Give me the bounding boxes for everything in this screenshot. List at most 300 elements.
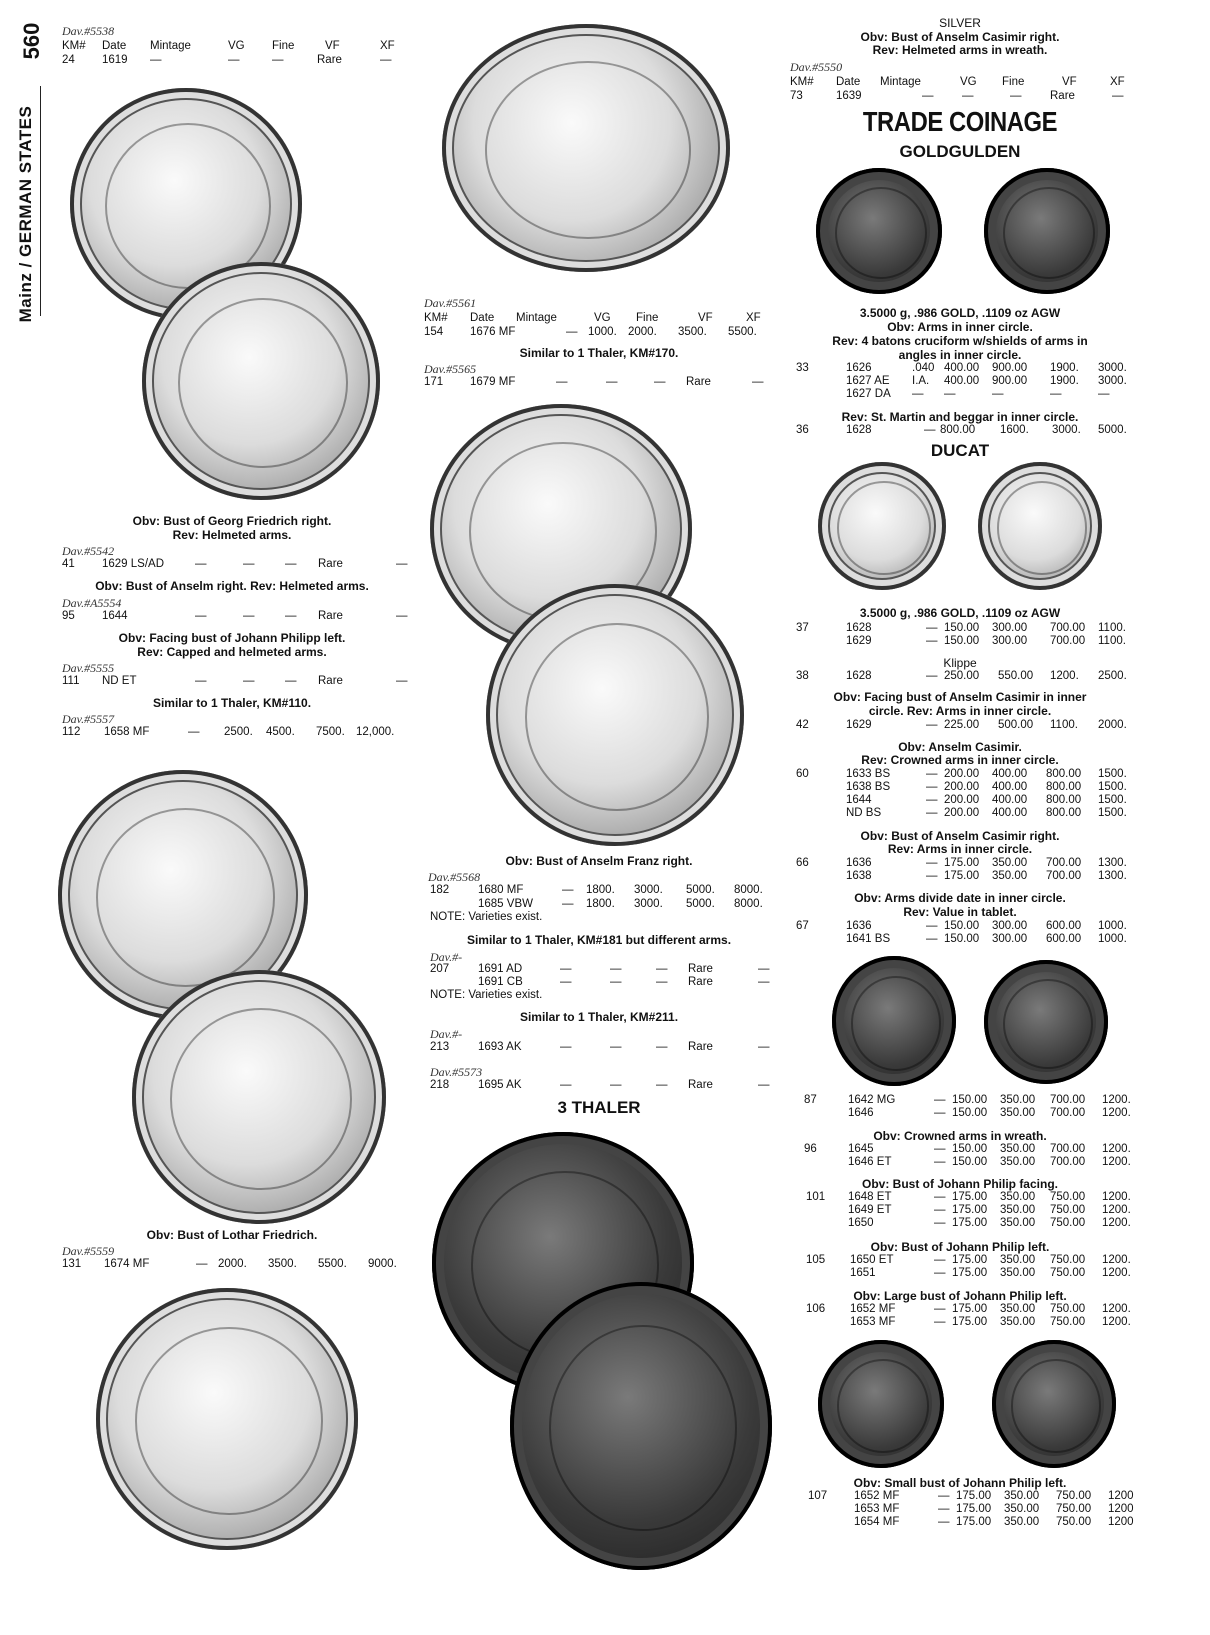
dav-ref: Dav.#5561 [424, 296, 477, 310]
table-cell: — [562, 898, 574, 910]
table-cell: 87 [804, 1094, 817, 1106]
table-cell: ND ET [102, 675, 137, 687]
table-cell: 1300. [1098, 870, 1127, 882]
caption: 3.5000 g, .986 GOLD, .1109 oz AGW [859, 306, 1061, 320]
table-cell: Mintage [516, 312, 557, 324]
dav-ref: Dav.#5538 [62, 24, 115, 38]
caption: Obv: Bust of Johann Philip facing. [861, 1177, 1058, 1191]
table-cell: VG [228, 40, 245, 52]
table-cell: 250.00 [944, 670, 980, 682]
table-cell: Fine [272, 40, 295, 52]
table-cell: 175.00 [952, 1191, 988, 1203]
table-cell: — [195, 558, 207, 570]
table-cell: 350.00 [1000, 1191, 1036, 1203]
table-cell: 900.00 [992, 362, 1028, 374]
table-cell: 1676 MF [470, 326, 516, 338]
table-cell: Rare [318, 558, 343, 570]
table-cell: 12,000. [356, 726, 395, 738]
table-cell: 1500. [1098, 768, 1127, 780]
table-cell: 3000. [1052, 424, 1081, 436]
table-cell: — [1050, 388, 1062, 400]
coin-image-reverse [984, 960, 1108, 1084]
dav-ref: Dav.#- [430, 950, 463, 964]
table-cell: 5000. [686, 884, 715, 896]
table-cell: Fine [1002, 76, 1025, 88]
table-cell: 700.00 [1046, 857, 1082, 869]
table-cell: 37 [796, 622, 809, 634]
table-cell: 1200. [1102, 1267, 1131, 1279]
table-cell: 1679 MF [470, 376, 516, 388]
table-cell: 1200. [1102, 1204, 1131, 1216]
table-cell: — [556, 376, 568, 388]
table-cell: 750.00 [1050, 1191, 1086, 1203]
table-cell: — [188, 726, 200, 738]
table-cell: 1650 [848, 1217, 874, 1229]
dav-ref: Dav.#5573 [430, 1065, 483, 1079]
caption: Obv: Arms divide date in inner circle. [854, 891, 1066, 905]
table-cell: — [560, 1041, 572, 1053]
table-cell: — [926, 635, 938, 647]
table-cell: — [926, 857, 938, 869]
table-cell: — [610, 1079, 622, 1091]
metal-heading: SILVER [939, 16, 981, 30]
table-cell: — [243, 610, 255, 622]
table-cell: 107 [808, 1490, 828, 1502]
table-cell: — [934, 1143, 946, 1155]
table-cell: 400.00 [992, 768, 1028, 780]
table-cell: 1628 [846, 622, 872, 634]
table-cell: 1200. [1102, 1254, 1131, 1266]
table-cell: 1200 [1108, 1516, 1134, 1528]
table-cell: — [938, 1516, 950, 1528]
table-cell: XF [380, 40, 395, 52]
table-cell: 550.00 [998, 670, 1034, 682]
table-cell: 2500. [224, 726, 253, 738]
coin-image-reverse [978, 462, 1102, 590]
table-cell: 1000. [1098, 933, 1127, 945]
caption: Similar to 1 Thaler, KM#181 but different arms. [466, 933, 732, 947]
table-cell: — [560, 963, 572, 975]
table-cell: 1100. [1098, 622, 1126, 634]
table-cell: 400.00 [944, 375, 980, 387]
table-cell: — [396, 675, 408, 687]
table-cell: 350.00 [1000, 1094, 1036, 1106]
table-cell: 1100. [1098, 635, 1126, 647]
table-cell: 750.00 [1050, 1267, 1086, 1279]
table-cell: 300.00 [992, 635, 1028, 647]
table-cell: 750.00 [1050, 1204, 1086, 1216]
caption: Rev: St. Martin and beggar in inner circle. [841, 410, 1079, 424]
table-cell: 2000. [218, 1258, 247, 1270]
table-cell: VG [594, 312, 611, 324]
table-cell: — [934, 1316, 946, 1328]
table-cell: — [566, 326, 578, 338]
table-cell: Rare [318, 675, 343, 687]
table-cell: 96 [804, 1143, 817, 1155]
table-cell: 67 [796, 920, 809, 932]
table-cell: KM# [424, 312, 448, 324]
table-cell: XF [1110, 76, 1125, 88]
table-cell: — [196, 1258, 208, 1270]
caption: Rev: Helmeted arms in wreath. [872, 43, 1048, 57]
table-cell: 5500. [318, 1258, 347, 1270]
table-cell: 1300. [1098, 857, 1127, 869]
table-cell: 1200. [1102, 1191, 1131, 1203]
caption: Rev: Value in tablet. [903, 905, 1017, 919]
table-cell: — [934, 1191, 946, 1203]
table-cell: 225.00 [944, 719, 980, 731]
table-cell: 154 [424, 326, 444, 338]
table-cell: — [934, 1267, 946, 1279]
table-cell: 350.00 [1000, 1316, 1036, 1328]
coin-image-reverse [132, 970, 386, 1224]
table-cell: 1652 MF [854, 1490, 900, 1502]
table-cell: 150.00 [944, 622, 980, 634]
table-cell: 400.00 [992, 781, 1028, 793]
table-cell: — [922, 90, 934, 102]
table-cell: 175.00 [944, 857, 980, 869]
table-cell: 1200 [1108, 1490, 1134, 1502]
table-cell: 218 [430, 1079, 450, 1091]
caption: Obv: Facing bust of Johann Philipp left. [118, 631, 346, 645]
table-cell: 3500. [268, 1258, 297, 1270]
table-cell: — [560, 976, 572, 988]
table-cell: 1200. [1102, 1143, 1131, 1155]
table-cell: 42 [796, 719, 809, 731]
table-cell: 1644 [846, 794, 872, 806]
table-cell: 750.00 [1050, 1303, 1086, 1315]
table-cell: 800.00 [1046, 781, 1082, 793]
table-cell: 101 [806, 1191, 826, 1203]
table-cell: 750.00 [1056, 1503, 1092, 1515]
table-cell: 5000. [1098, 424, 1127, 436]
table-cell: — [758, 1041, 770, 1053]
table-cell: 750.00 [1056, 1490, 1092, 1502]
table-cell: 350.00 [1004, 1503, 1040, 1515]
table-cell: 150.00 [952, 1156, 988, 1168]
table-cell: 1658 MF [104, 726, 150, 738]
table-cell: 1646 ET [848, 1156, 892, 1168]
table-cell: 95 [62, 610, 75, 622]
caption: Similar to 1 Thaler, KM#170. [519, 346, 679, 360]
table-cell: 1649 ET [848, 1204, 892, 1216]
table-cell: — [654, 376, 666, 388]
table-cell: Date [470, 312, 495, 324]
table-cell: VF [325, 40, 340, 52]
table-cell: 350.00 [1000, 1143, 1036, 1155]
caption: Obv: Arms in inner circle. [887, 320, 1033, 334]
table-cell: 350.00 [1000, 1303, 1036, 1315]
table-cell: 1651 [850, 1267, 876, 1279]
table-cell: 1000. [588, 326, 617, 338]
table-cell: 600.00 [1046, 920, 1082, 932]
dav-ref: Dav.#5568 [428, 870, 481, 884]
table-cell: 750.00 [1056, 1516, 1092, 1528]
caption: Rev: 4 batons cruciform w/shields of arms in [832, 334, 1088, 348]
table-cell: — [380, 54, 392, 66]
table-cell: 111 [62, 675, 80, 687]
table-cell: Date [836, 76, 861, 88]
table-cell: — [938, 1490, 950, 1502]
caption: angles in inner circle. [898, 348, 1022, 362]
table-cell: 300.00 [992, 920, 1028, 932]
table-cell: 131 [62, 1258, 82, 1270]
table-cell: 1200 [1108, 1503, 1134, 1515]
table-cell: .040 [912, 362, 935, 374]
table-cell: 1644 [102, 610, 128, 622]
table-cell: 400.00 [944, 362, 980, 374]
table-cell: Rare [688, 1041, 713, 1053]
section-heading: 3 THALER [557, 1098, 641, 1117]
table-cell: 66 [796, 857, 809, 869]
table-cell: 1636 [846, 857, 872, 869]
table-cell: 8000. [734, 898, 763, 910]
dav-ref: Dav.#5559 [62, 1244, 115, 1258]
table-cell: 1500. [1098, 794, 1127, 806]
table-cell: 41 [62, 558, 75, 570]
table-cell: 33 [796, 362, 809, 374]
table-cell: — [560, 1079, 572, 1091]
table-cell: 600.00 [1046, 933, 1082, 945]
caption: Rev: Capped and helmeted arms. [137, 645, 327, 659]
table-cell: 1636 [846, 920, 872, 932]
table-cell: — [396, 610, 408, 622]
caption: circle. Rev: Arms in inner circle. [868, 704, 1052, 718]
table-cell: 400.00 [992, 807, 1028, 819]
coin-image-reverse [486, 584, 744, 846]
note: NOTE: Varieties exist. [430, 989, 543, 1001]
table-cell: 350.00 [1000, 1107, 1036, 1119]
table-cell: 175.00 [952, 1267, 988, 1279]
side-rule [40, 86, 41, 316]
table-cell: 1628 [846, 424, 872, 436]
table-cell: 1641 BS [846, 933, 891, 945]
table-cell: 1619 [102, 54, 128, 66]
table-cell: — [195, 675, 207, 687]
table-cell: — [934, 1254, 946, 1266]
caption: Obv: Bust of Georg Friedrich right. [132, 514, 332, 528]
table-cell: — [610, 963, 622, 975]
table-cell: 175.00 [952, 1303, 988, 1315]
table-cell: 350.00 [1000, 1217, 1036, 1229]
table-cell: 1638 [846, 870, 872, 882]
table-cell: 213 [430, 1041, 450, 1053]
table-cell: 1629 [846, 635, 872, 647]
table-cell: — [758, 1079, 770, 1091]
table-cell: 60 [796, 768, 809, 780]
table-cell: — [944, 388, 956, 400]
table-cell: 2500. [1098, 670, 1127, 682]
table-cell: 1642 MG [848, 1094, 896, 1106]
table-cell: — [934, 1303, 946, 1315]
table-cell: 700.00 [1050, 622, 1086, 634]
dav-ref: Dav.#5565 [424, 362, 477, 376]
table-cell: Mintage [880, 76, 921, 88]
table-cell: 900.00 [992, 375, 1028, 387]
table-cell: I.A. [912, 375, 930, 387]
table-cell: — [926, 768, 938, 780]
table-cell: — [926, 870, 938, 882]
table-cell: 1629 [846, 719, 872, 731]
table-cell: 24 [62, 54, 75, 66]
table-cell: 700.00 [1050, 635, 1086, 647]
coin-image-reverse [992, 1340, 1116, 1468]
table-cell: 150.00 [952, 1143, 988, 1155]
table-cell: 175.00 [952, 1254, 988, 1266]
table-cell: — [926, 622, 938, 634]
table-cell: 4500. [266, 726, 295, 738]
table-cell: 106 [806, 1303, 826, 1315]
table-cell: — [285, 610, 297, 622]
coin-image-obverse [96, 1288, 358, 1550]
table-cell: 175.00 [956, 1503, 992, 1515]
table-cell: — [243, 675, 255, 687]
table-cell: 1800. [586, 884, 615, 896]
table-cell: 1200. [1102, 1316, 1131, 1328]
table-cell: 1674 MF [104, 1258, 150, 1270]
table-cell: — [758, 976, 770, 988]
table-cell: VF [698, 312, 713, 324]
table-cell: 3000. [634, 884, 663, 896]
table-cell: 105 [806, 1254, 826, 1266]
table-cell: 1500. [1098, 781, 1127, 793]
table-cell: Rare [688, 976, 713, 988]
table-cell: — [934, 1107, 946, 1119]
caption: Similar to 1 Thaler, KM#110. [152, 696, 312, 710]
table-cell: — [272, 54, 284, 66]
dav-ref: Dav.#5542 [62, 544, 115, 558]
coin-image-reverse [442, 24, 730, 272]
table-cell: 1500. [1098, 807, 1127, 819]
table-cell: 207 [430, 963, 450, 975]
table-cell: 182 [430, 884, 450, 896]
table-cell: 350.00 [1004, 1516, 1040, 1528]
table-cell: 36 [796, 424, 809, 436]
table-cell: Rare [318, 610, 343, 622]
table-cell: 1200. [1102, 1217, 1131, 1229]
table-cell: 1693 AK [478, 1041, 522, 1053]
table-cell: 5500. [728, 326, 757, 338]
table-cell: 750.00 [1050, 1254, 1086, 1266]
table-cell: — [243, 558, 255, 570]
caption: Obv: Small bust of Johann Philip left. [853, 1476, 1067, 1490]
caption: Rev: Arms in inner circle. [887, 842, 1033, 856]
table-cell: 7500. [316, 726, 345, 738]
table-cell: 1680 MF [478, 884, 524, 896]
table-cell: VG [960, 76, 977, 88]
subheading: Klippe [943, 656, 977, 670]
table-cell: — [926, 781, 938, 793]
dav-ref: Dav.#5550 [790, 60, 843, 74]
table-cell: 1627 DA [846, 388, 891, 400]
caption: Obv: Bust of Lothar Friedrich. [146, 1228, 318, 1242]
table-cell: 1633 BS [846, 768, 891, 780]
table-cell: Date [102, 40, 127, 52]
table-cell: 1653 MF [854, 1503, 900, 1515]
table-cell: Fine [636, 312, 659, 324]
table-cell: — [926, 807, 938, 819]
table-cell: — [1112, 90, 1124, 102]
table-cell: 1645 [848, 1143, 874, 1155]
table-cell: — [934, 1156, 946, 1168]
table-cell: XF [746, 312, 761, 324]
table-cell: 200.00 [944, 807, 980, 819]
table-cell: 3000. [1098, 375, 1127, 387]
table-cell: 1638 BS [846, 781, 891, 793]
table-cell: Rare [317, 54, 342, 66]
table-cell: 1800. [586, 898, 615, 910]
table-cell: 800.00 [1046, 807, 1082, 819]
caption: Obv: Bust of Anselm Casimir right. [860, 829, 1060, 843]
table-cell: — [912, 388, 924, 400]
table-cell: 1639 [836, 90, 862, 102]
table-cell: 350.00 [1004, 1490, 1040, 1502]
table-cell: — [1010, 90, 1022, 102]
table-cell: — [656, 1041, 668, 1053]
table-cell: 1200. [1102, 1107, 1131, 1119]
table-cell: Rare [688, 1079, 713, 1091]
table-cell: — [926, 670, 938, 682]
table-cell: — [396, 558, 408, 570]
table-cell: 171 [424, 376, 444, 388]
table-cell: 1629 LS/AD [102, 558, 165, 570]
table-cell: 2000. [628, 326, 657, 338]
table-cell: — [285, 675, 297, 687]
subsection-heading: GOLDGULDEN [899, 142, 1021, 161]
table-cell: — [926, 719, 938, 731]
table-cell: 150.00 [952, 1094, 988, 1106]
table-cell: 200.00 [944, 768, 980, 780]
table-cell: — [924, 424, 936, 436]
table-cell: 700.00 [1050, 1107, 1086, 1119]
table-cell: — [656, 963, 668, 975]
table-cell: 1900. [1050, 362, 1079, 374]
table-cell: — [992, 388, 1004, 400]
table-cell: — [656, 1079, 668, 1091]
table-cell: 750.00 [1050, 1217, 1086, 1229]
table-cell: 1646 [848, 1107, 874, 1119]
table-cell: 3500. [678, 326, 707, 338]
caption: Obv: Large bust of Johann Philip left. [853, 1289, 1067, 1303]
table-cell: 200.00 [944, 781, 980, 793]
table-cell: — [606, 376, 618, 388]
table-cell: — [285, 558, 297, 570]
coin-image-obverse [816, 168, 942, 294]
table-cell: 700.00 [1050, 1143, 1086, 1155]
table-cell: 500.00 [998, 719, 1034, 731]
table-cell: — [926, 920, 938, 932]
table-cell: — [938, 1503, 950, 1515]
caption: Obv: Anselm Casimir. [898, 740, 1022, 754]
table-cell: 1200. [1102, 1094, 1131, 1106]
caption: Obv: Bust of Anselm Casimir right. [860, 30, 1060, 44]
table-cell: 3000. [634, 898, 663, 910]
table-cell: 1200. [1102, 1303, 1131, 1315]
table-cell: 1652 MF [850, 1303, 896, 1315]
caption: Rev: Crowned arms in inner circle. [861, 753, 1059, 767]
table-cell: 38 [796, 670, 809, 682]
table-cell: Rare [688, 963, 713, 975]
table-cell: — [752, 376, 764, 388]
table-cell: 175.00 [952, 1316, 988, 1328]
table-cell: — [926, 933, 938, 945]
table-cell: 150.00 [944, 933, 980, 945]
subsection-heading: DUCAT [930, 441, 990, 460]
coin-image-reverse [142, 262, 380, 500]
table-cell: 2000. [1098, 719, 1127, 731]
table-cell: 150.00 [952, 1107, 988, 1119]
coin-image-obverse [832, 956, 956, 1086]
